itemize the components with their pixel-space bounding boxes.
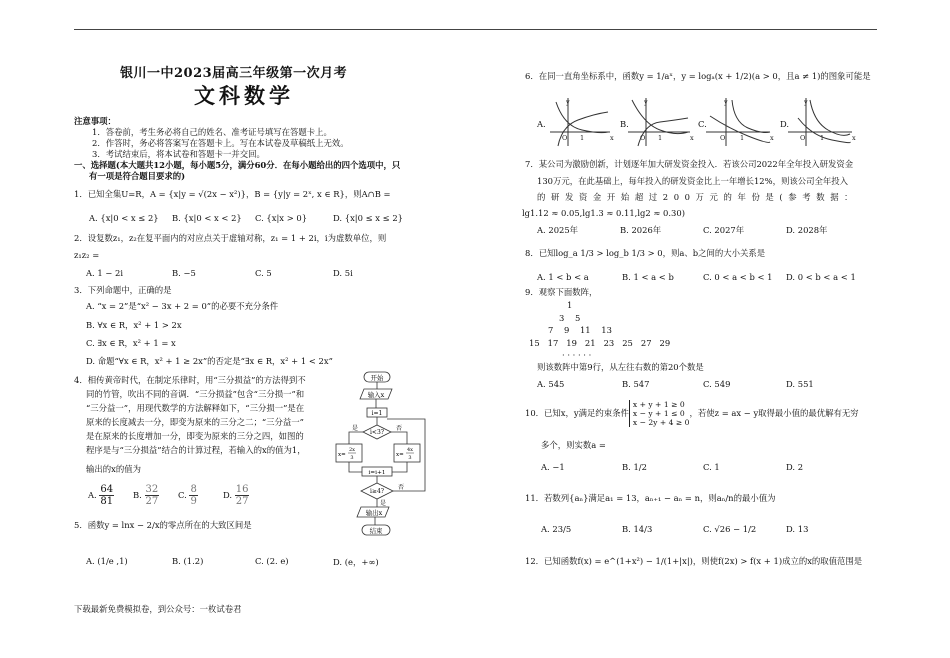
q9-row: · · · · · ·: [562, 350, 592, 360]
q9-option-d: D. 551: [786, 379, 814, 389]
q2-option-b: B. −5: [172, 268, 196, 278]
notice-item: 2．作答时，务必将答案写在答题卡上。写在本试卷及草稿纸上无效。: [92, 138, 349, 148]
q6-axis-x-label: x: [770, 134, 774, 142]
q6-graphs: [548, 96, 858, 148]
flow-yes-label: 是: [352, 425, 359, 432]
q6-stem: 6．在同一直角坐标系中，函数y = 1/aˣ，y = logₐ(x + 1/2)(a > 0，且a ≠ 1)的图象可能是: [525, 71, 871, 81]
q5-stem: 5．函数y = lnx − 2/x的零点所在的大致区间是: [74, 520, 252, 530]
flow-left-num: 2x: [348, 447, 356, 453]
flowchart: [332, 370, 437, 545]
q6-axis-y-label: y: [644, 98, 648, 106]
q8-option-d: D. 0 < b < a < 1: [786, 272, 856, 282]
flow-no2-label: 否: [398, 484, 405, 491]
q6-graph-c: [706, 98, 770, 146]
q10-stem-pre: 10．已知x，y满足约束条件: [525, 408, 629, 418]
section-heading: 一、选择题(本大题共12小题，每小题5分，满分60分．在每小题给出的四个选项中，只: [74, 160, 401, 170]
footer-note: 下载最新免费模拟卷，到公众号：一枚试卷君: [74, 604, 242, 614]
q4-line: 程序是与“三分损益”结合的计算过程，若输入的x的值为1，: [86, 445, 306, 455]
q5-option-a: A. (1/e ,1): [86, 556, 128, 566]
flow-input-text: 输入x: [367, 391, 385, 399]
q7-option-b: B. 2026年: [620, 225, 662, 235]
q1-option-c: C. {x|x > 0}: [255, 213, 308, 223]
notice-item: 1．答卷前，考生务必将自己的姓名、准考证号填写在答题卡上。: [92, 127, 332, 137]
q4-option-c: C. $\frac{8}{9}$: [178, 484, 197, 507]
q6-origin-label: O: [562, 134, 568, 142]
q6-axis-x-label: x: [610, 134, 614, 142]
q4-line: 4．相传黄帝时代，在制定乐律时，用“三分损益”的方法得到不: [74, 375, 306, 385]
q11-option-d: D. 13: [786, 524, 809, 534]
notice-item: 3．考试结束后，将本试卷和答题卡一并交回。: [92, 149, 265, 159]
q2-option-d: D. 5i: [333, 268, 353, 278]
q2-stem-cont: z₁z₂ =: [74, 250, 100, 260]
q10-constraints: x + y + 1 ≥ 0 x − y + 1 ≤ 0 x − 2y + 4 ≥ 0: [629, 400, 690, 427]
flow-output-text: 输出x: [365, 509, 383, 517]
q6-option-c: C.: [698, 119, 707, 129]
q8-stem: 8．已知log_a 1/3 > log_b 1/3 > 0，则a、b之间的大小关系是: [525, 248, 766, 258]
q11-option-a: A. 23/5: [541, 524, 572, 534]
flow-no-label: 否: [396, 425, 403, 432]
q3-stem: 3．下列命题中，正确的是: [74, 285, 172, 295]
q11-option-c: C. √26 − 1/2: [703, 524, 757, 534]
q7-option-c: C. 2027年: [703, 225, 745, 235]
q3-option-c: C. ∃x ∈ R，x² + 1 = x: [86, 338, 176, 348]
q7-line: lg1.12 ≈ 0.05,lg1.3 ≈ 0.11,lg2 ≈ 0.30): [522, 208, 685, 218]
q6-tick-label: 1: [658, 134, 663, 142]
q3-option-b: B. ∀x ∈ R，x² + 1 > 2x: [86, 320, 182, 330]
school-title: 银川一中2023届高三年级第一次月考: [120, 66, 348, 81]
q4-option-d: D. $\frac{16}{27}$: [223, 484, 249, 507]
q6-tick-label: 1: [740, 134, 745, 142]
q9-option-a: A. 545: [537, 379, 565, 389]
flow-incr-text: i=i+1: [368, 470, 386, 476]
q4-option-a: A. $\frac{64}{81}$: [88, 484, 114, 507]
q1-option-d: D. {x|0 ≤ x ≤ 2}: [333, 213, 404, 223]
q6-axis-y-label: y: [724, 98, 728, 106]
q6-option-a: A.: [537, 119, 546, 129]
q6-axis-x-label: x: [852, 134, 856, 142]
q4-line: 是在原来的长度增加一分，即变为原来的三分之四，如图的: [86, 431, 304, 441]
q2-option-a: A. 1 − 2i: [86, 268, 124, 278]
q8-option-b: B. 1 < a < b: [622, 272, 674, 282]
q8-option-a: A. 1 < b < a: [537, 272, 589, 282]
flow-right-num: 4x: [406, 447, 414, 453]
flow-end-text: 结束: [369, 527, 383, 535]
q2-option-c: C. 5: [255, 268, 272, 278]
q1-option-b: B. {x|0 < x < 2}: [172, 213, 242, 223]
q6-axis-x-label: x: [690, 134, 694, 142]
q10-option-d: D. 2: [786, 462, 804, 472]
q6-option-d: D.: [780, 119, 790, 129]
q9-row: 1: [567, 300, 573, 310]
q9-option-c: C. 549: [703, 379, 731, 389]
notice-heading: 注意事项：: [74, 116, 116, 126]
q12-stem: 12．已知函数f(x) = e^(1+x²) − 1/(1+|x|)，则使f(2x) > f(x + 1)成立的x的取值范围是: [525, 556, 863, 566]
flow-left-pre: x=: [338, 452, 346, 458]
q6-axis-y-label: y: [566, 98, 570, 106]
q6-origin-label: O: [720, 134, 726, 142]
q9-after: 则该数阵中第9行，从左往右数的第20个数是: [537, 362, 704, 372]
q10-stem-post: ，若使z = ax − y取得最小值的最优解有无穷: [689, 408, 859, 418]
flow-cond2-text: i≥4?: [370, 488, 384, 495]
q1-stem: 1．已知全集U=R，A = {x|y = √(2x − x²)}，B = {y|y = 2ˣ, x ∈ R}，则A∩B =: [74, 189, 391, 199]
top-rule: [74, 29, 877, 30]
subject-title: 文科数学: [194, 83, 294, 108]
q6-option-b: B.: [620, 119, 629, 129]
q3-option-a: A. “x = 2”是“x² − 3x + 2 = 0”的必要不充分条件: [86, 301, 279, 311]
q6-tick-label: 1: [820, 134, 825, 142]
flow-start-text: 开始: [370, 374, 384, 382]
q7-line: 130万元，在此基础上，每年投入的研发资金比上一年增长12%，则该公司全年投入: [537, 176, 848, 186]
q5-option-d: D. (e，+∞): [333, 557, 379, 567]
q9-row: 7 9 11 13: [548, 325, 612, 335]
q10-stem-cont: 多个，则实数a =: [541, 440, 606, 450]
q6-origin-label: O: [640, 134, 646, 142]
flow-left-den: 3: [350, 455, 354, 461]
q5-option-b: B. (1.2): [172, 556, 204, 566]
q6-origin-label: O: [800, 134, 806, 142]
q4-line: 原来的长度减去一分，即变为原来的三分之二；“三分益一”: [86, 417, 304, 427]
q9-option-b: B. 547: [622, 379, 650, 389]
q3-option-d: D. 命题“∀x ∈ R，x² + 1 ≥ 2x”的否定是“∃x ∈ R，x² + 1 < 2x”: [86, 356, 333, 366]
q8-option-c: C. 0 < a < b < 1: [703, 272, 773, 282]
q5-option-c: C. (2. e): [255, 556, 289, 566]
q4-line: 输出的x的值为: [86, 464, 141, 474]
q1-option-a: A. {x|0 < x ≤ 2}: [89, 213, 159, 223]
flow-cond1-text: i<3?: [370, 429, 384, 436]
q6-tick-label: 1: [580, 134, 585, 142]
q10-option-c: C. 1: [703, 462, 720, 472]
q2-stem: 2．设复数z₁，z₂在复平面内的对应点关于虚轴对称，z₁ = 1 + 2i，i为虚数单位，则: [74, 233, 387, 243]
q9-row: 3 5: [559, 313, 581, 323]
q7-line: 7．某公司为激励创新，计划逐年加大研发资金投入．若该公司2022年全年投入研发资金: [525, 159, 854, 169]
q7-option-a: A. 2025年: [537, 225, 579, 235]
q6-axis-y-label: y: [804, 98, 808, 106]
q11-stem: 11．若数列{aₙ}满足a₁ = 13，aₙ₊₁ − aₙ = n，则aₙ/n的最小值为: [525, 493, 776, 503]
q4-line: 同的竹管，吹出不同的音调．“三分损益”包含“三分损一”和: [86, 389, 305, 399]
flow-init-text: i=1: [371, 410, 383, 417]
q10-stem: [525, 400, 859, 427]
flow-yes2-label: 是: [380, 500, 387, 507]
q4-option-b: B. $\frac{32}{27}$: [133, 484, 159, 507]
q9-stem: 9．观察下面数阵，: [525, 287, 598, 297]
q9-row: 15 17 19 21 23 25 27 29: [529, 338, 671, 348]
q10-option-a: A. −1: [541, 462, 565, 472]
q4-line: “三分益一”，用现代数学的方法解释如下，“三分损一”是在: [86, 403, 305, 413]
q10-option-b: B. 1/2: [622, 462, 647, 472]
section-heading-cont: 有一项是符合题目要求的): [89, 171, 186, 181]
q7-option-d: D. 2028年: [786, 225, 828, 235]
q7-line: 的研发资金开始超过200万元的年份是(参考数据：: [537, 192, 859, 202]
flow-right-den: 3: [408, 455, 412, 461]
flow-right-pre: x=: [396, 452, 404, 458]
q11-option-b: B. 14/3: [622, 524, 653, 534]
